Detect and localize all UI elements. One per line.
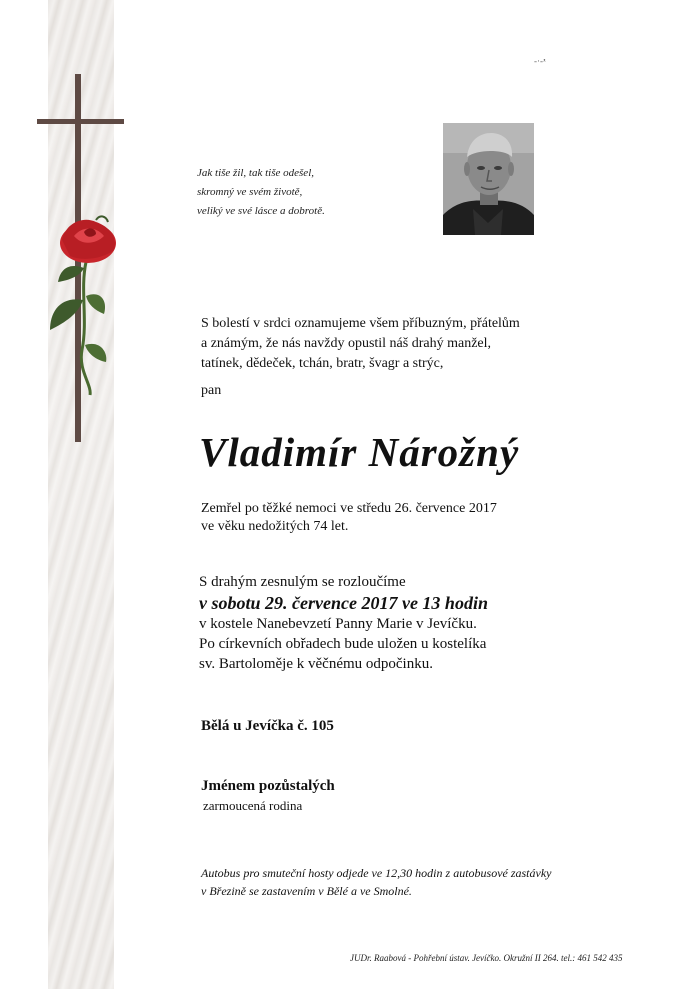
rose-icon — [60, 216, 116, 263]
bus-notice — [201, 864, 621, 900]
poem-line: Jak tiše žil, tak tiše odešel, — [197, 167, 314, 179]
farewell-line: sv. Bartoloměje k věčnému odpočinku. — [199, 656, 433, 672]
poem — [197, 164, 397, 221]
announcement-line: tatínek, dědeček, tchán, bratr, švagr a strýc, — [201, 356, 444, 371]
announcement-line: a známým, že nás navždy opustil náš drahý manžel, — [201, 336, 492, 351]
deceased-name: Vladimír Nárožný — [199, 429, 520, 475]
farewell-line: Po církevních obřadech bude uložen u kostelíka — [199, 636, 487, 652]
death-notice — [201, 500, 561, 536]
address: Bělá u Jevíčka č. 105 — [201, 718, 334, 734]
cross-and-rose-decoration — [0, 0, 140, 989]
farewell-details — [199, 572, 569, 674]
announcement-line: S bolestí v srdci oznamujeme všem příbuzným, přátelům — [201, 316, 520, 331]
poem-line: skromný ve svém životě, — [197, 186, 303, 198]
signature-family: zarmoucená rodina — [203, 798, 303, 813]
farewell-line: S drahým zesnulým se rozloučíme — [199, 574, 406, 590]
rose-stem — [81, 262, 90, 395]
honorific: pan — [201, 383, 222, 398]
death-line: Zemřel po těžké nemoci ve středu 26. července 2017 — [201, 501, 497, 516]
funeral-service-footer: JUDr. Raabová - Pohřební ústav. Jevíčko. Okružní II 264. tel.: 461 542 435 — [350, 953, 623, 963]
portrait-photo — [443, 123, 534, 235]
signature-heading: Jménem pozůstalých — [201, 778, 335, 794]
poem-line: veliký ve své lásce a dobrotě. — [197, 205, 325, 217]
scan-mark: -·-ᵜ — [534, 56, 546, 66]
bus-line: v Březině se zastavením v Bělé a ve Smolné. — [201, 884, 412, 898]
death-line: ve věku nedožitých 74 let. — [201, 519, 349, 534]
farewell-date: v sobotu 29. července 2017 ve 13 hodin — [199, 593, 488, 613]
farewell-line: v kostele Nanebevzetí Panny Marie v Jevíčku. — [199, 616, 477, 632]
announcement-text — [201, 314, 561, 374]
bus-line: Autobus pro smuteční hosty odjede ve 12,30 hodin z autobusové zastávky — [201, 866, 552, 880]
